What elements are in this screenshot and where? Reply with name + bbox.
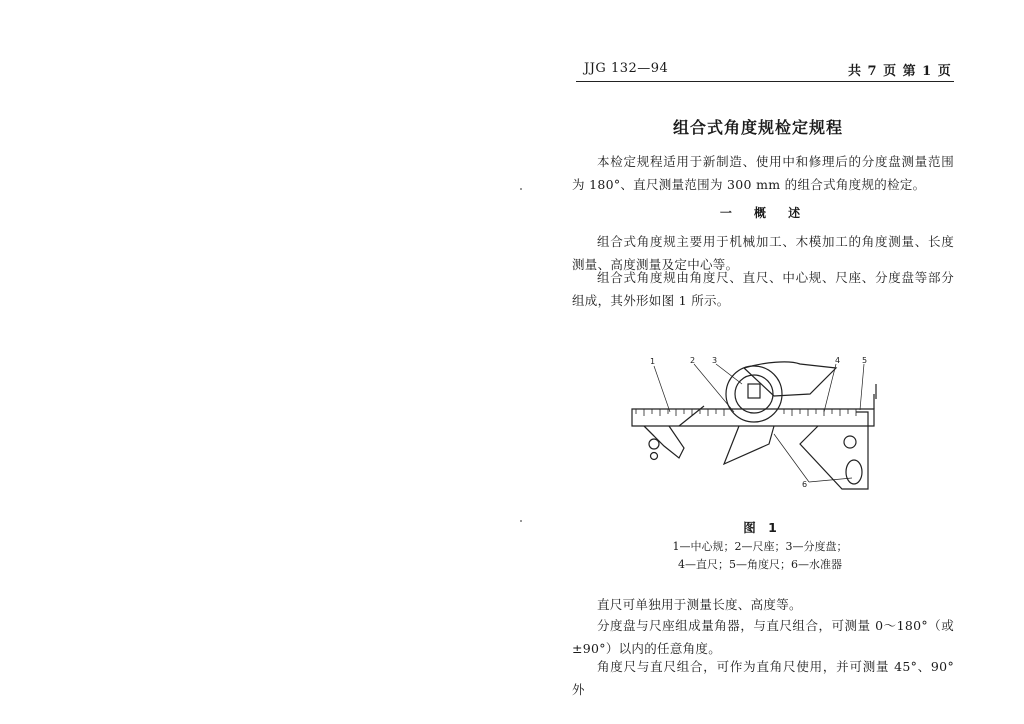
protractor-base: [724, 426, 774, 464]
body-paragraph-1: 直尺可单独用于测量长度、高度等。: [597, 597, 802, 612]
scan-speck: [520, 520, 522, 522]
figure-legend-line-1: 1—中心规；2—尺座；3—分度盘；: [672, 540, 848, 553]
overview-paragraph-1: 组合式角度规主要用于机械加工、木模加工的角度测量、长度测量、高度测量及定中心等。: [572, 234, 954, 272]
protractor-arm: [744, 362, 836, 396]
callout-5: 5: [862, 356, 868, 365]
figure-combination-square: [624, 354, 884, 504]
intro-paragraph: 本检定规程适用于新制造、使用中和修理后的分度盘测量范围为 180°、直尺测量范围为 300 mm 的组合式角度规的检定。: [572, 154, 954, 192]
body-paragraph-2: 分度盘与尺座组成量角器，与直尺组合，可测量 0～180°（或 ±90°）以内的任意角度。: [572, 618, 954, 656]
callout-3: 3: [712, 356, 718, 365]
header-rule: [576, 81, 954, 82]
callout-1: 1: [650, 357, 656, 366]
overview-paragraph-2: 组合式角度规由角度尺、直尺、中心规、尺座、分度盘等部分组成，其外形如图 1 所示。: [572, 270, 954, 308]
page-info: 共 7 页 第 1 页: [848, 64, 952, 79]
callout-4: 4: [835, 356, 841, 365]
square-head: [800, 412, 868, 489]
figure-legend-line-2: 4—直尺；5—角度尺；6—水准器: [678, 558, 842, 571]
callout-6: 6: [802, 480, 808, 489]
callout-2: 2: [690, 356, 696, 365]
scan-speck: [520, 188, 522, 190]
spirit-level: [846, 460, 862, 484]
doc-code: JJG 132—94: [584, 61, 669, 76]
section-heading: 一 概 述: [719, 206, 801, 220]
body-paragraph-3: 角度尺与直尺组合，可作为直角尺使用，并可测量 45°、90° 外: [572, 659, 954, 697]
page-title: 组合式角度规检定规程: [672, 118, 843, 137]
figure-caption: 图 1: [743, 520, 777, 535]
center-head-knob: [649, 439, 659, 449]
